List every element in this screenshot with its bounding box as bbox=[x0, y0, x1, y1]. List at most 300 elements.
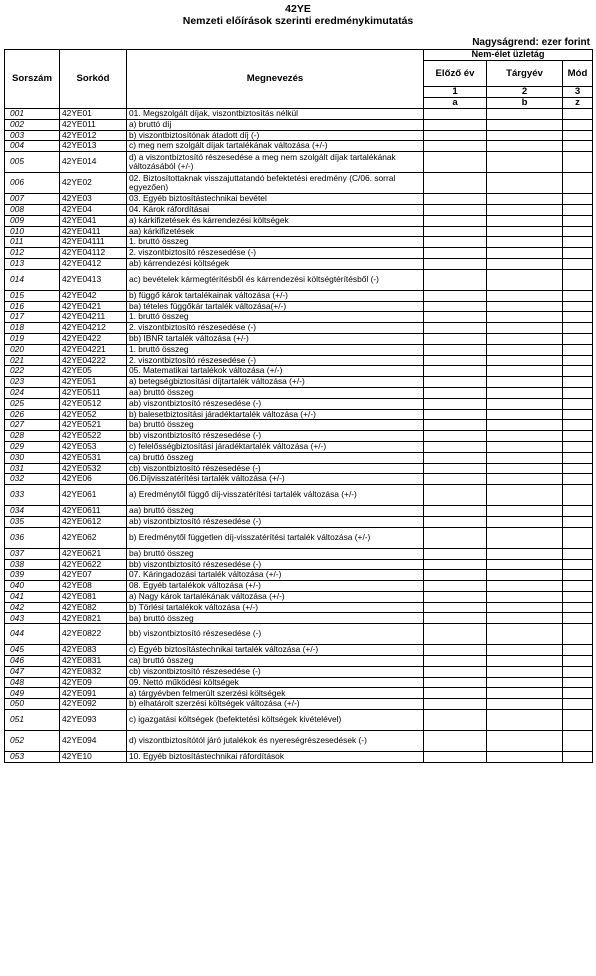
row-value-mod[interactable] bbox=[563, 119, 593, 130]
row-value-mod[interactable] bbox=[563, 333, 593, 344]
row-value-curr[interactable] bbox=[487, 570, 563, 581]
row-value-curr[interactable] bbox=[487, 474, 563, 485]
col-number-1: 1 bbox=[424, 87, 487, 98]
row-value-curr[interactable] bbox=[487, 506, 563, 517]
row-value-curr[interactable] bbox=[487, 119, 563, 130]
row-value-mod[interactable] bbox=[563, 215, 593, 226]
table-row bbox=[5, 130, 593, 141]
row-value-curr[interactable] bbox=[487, 173, 563, 194]
row-sorkod: 42YE092 bbox=[60, 699, 127, 710]
row-megnevezes: 2. viszontbiztosító részesedése (-) bbox=[127, 355, 424, 366]
table-row bbox=[5, 355, 593, 366]
row-megnevezes: a) Nagy károk tartalékának változása (+/-) bbox=[127, 591, 424, 602]
table-row bbox=[5, 581, 593, 592]
row-value-mod[interactable] bbox=[563, 516, 593, 527]
table-row bbox=[5, 290, 593, 301]
row-megnevezes: 04. Károk ráfordításai bbox=[127, 204, 424, 215]
row-megnevezes: d) viszontbiztosítótól járó jutalékok és nyereségrészesedések (-) bbox=[127, 731, 424, 752]
row-value-prev[interactable] bbox=[424, 656, 487, 667]
table-row bbox=[5, 258, 593, 269]
table-row bbox=[5, 559, 593, 570]
row-value-curr[interactable] bbox=[487, 409, 563, 420]
row-megnevezes: a) betegségbiztosítási díjtartalék változása (+/-) bbox=[127, 377, 424, 388]
table-row bbox=[5, 431, 593, 442]
row-value-prev[interactable] bbox=[424, 409, 487, 420]
row-sorkod: 42YE094 bbox=[60, 731, 127, 752]
row-value-curr[interactable] bbox=[487, 731, 563, 752]
row-value-prev[interactable] bbox=[424, 312, 487, 323]
row-megnevezes: bb) viszontbiztosító részesedése (-) bbox=[127, 559, 424, 570]
row-value-mod[interactable] bbox=[563, 409, 593, 420]
row-sorszam: 053 bbox=[5, 752, 60, 763]
row-value-curr[interactable] bbox=[487, 333, 563, 344]
row-value-prev[interactable] bbox=[424, 613, 487, 624]
row-value-curr[interactable] bbox=[487, 656, 563, 667]
row-sorkod: 42YE014 bbox=[60, 152, 127, 173]
row-value-curr[interactable] bbox=[487, 355, 563, 366]
table-row bbox=[5, 215, 593, 226]
row-value-curr[interactable] bbox=[487, 387, 563, 398]
row-sorkod: 42YE0622 bbox=[60, 559, 127, 570]
table-row bbox=[5, 485, 593, 506]
row-value-mod[interactable] bbox=[563, 258, 593, 269]
row-sorszam: 016 bbox=[5, 301, 60, 312]
table-row bbox=[5, 194, 593, 205]
row-value-curr[interactable] bbox=[487, 677, 563, 688]
row-sorszam: 008 bbox=[5, 204, 60, 215]
row-sorkod: 42YE011 bbox=[60, 119, 127, 130]
table-row bbox=[5, 312, 593, 323]
row-value-prev[interactable] bbox=[424, 559, 487, 570]
row-value-curr[interactable] bbox=[487, 152, 563, 173]
row-sorkod: 42YE081 bbox=[60, 591, 127, 602]
row-megnevezes: bb) viszontbiztosító részesedése (-) bbox=[127, 624, 424, 645]
row-value-curr[interactable] bbox=[487, 591, 563, 602]
row-value-prev[interactable] bbox=[424, 119, 487, 130]
table-row bbox=[5, 699, 593, 710]
col-header-megnevezes: Megnevezés bbox=[127, 50, 424, 109]
row-value-mod[interactable] bbox=[563, 204, 593, 215]
row-value-prev[interactable] bbox=[424, 141, 487, 152]
row-megnevezes: b) elhatárolt szerzési költségek változása (+/-) bbox=[127, 699, 424, 710]
row-sorszam: 038 bbox=[5, 559, 60, 570]
row-megnevezes: c) Egyéb biztosítástechnikai tartalék változása (+/-) bbox=[127, 645, 424, 656]
row-megnevezes: b) függő károk tartalékainak változása (+/-) bbox=[127, 290, 424, 301]
row-sorszam: 032 bbox=[5, 474, 60, 485]
row-sorkod: 42YE0611 bbox=[60, 506, 127, 517]
row-value-curr[interactable] bbox=[487, 215, 563, 226]
row-sorszam: 024 bbox=[5, 387, 60, 398]
table-row bbox=[5, 688, 593, 699]
row-sorkod: 42YE07 bbox=[60, 570, 127, 581]
table-row bbox=[5, 226, 593, 237]
row-value-mod[interactable] bbox=[563, 463, 593, 474]
row-value-curr[interactable] bbox=[487, 441, 563, 452]
row-value-mod[interactable] bbox=[563, 173, 593, 194]
row-sorszam: 011 bbox=[5, 237, 60, 248]
row-value-mod[interactable] bbox=[563, 666, 593, 677]
row-sorszam: 039 bbox=[5, 570, 60, 581]
row-value-curr[interactable] bbox=[487, 624, 563, 645]
row-sorszam: 043 bbox=[5, 613, 60, 624]
row-value-prev[interactable] bbox=[424, 581, 487, 592]
row-value-prev[interactable] bbox=[424, 387, 487, 398]
row-sorkod: 42YE04212 bbox=[60, 323, 127, 334]
row-value-prev[interactable] bbox=[424, 258, 487, 269]
row-value-curr[interactable] bbox=[487, 204, 563, 215]
row-value-mod[interactable] bbox=[563, 387, 593, 398]
row-value-curr[interactable] bbox=[487, 312, 563, 323]
row-megnevezes: 03. Egyéb biztosítástechnikai bevétel bbox=[127, 194, 424, 205]
table-row bbox=[5, 344, 593, 355]
row-value-prev[interactable] bbox=[424, 237, 487, 248]
row-value-curr[interactable] bbox=[487, 344, 563, 355]
row-value-mod[interactable] bbox=[563, 398, 593, 409]
row-value-prev[interactable] bbox=[424, 301, 487, 312]
table-row bbox=[5, 173, 593, 194]
row-sorkod: 42YE09 bbox=[60, 677, 127, 688]
row-value-mod[interactable] bbox=[563, 452, 593, 463]
row-value-mod[interactable] bbox=[563, 485, 593, 506]
table-row bbox=[5, 333, 593, 344]
row-value-prev[interactable] bbox=[424, 677, 487, 688]
row-value-prev[interactable] bbox=[424, 441, 487, 452]
row-sorszam: 028 bbox=[5, 431, 60, 442]
row-value-mod[interactable] bbox=[563, 323, 593, 334]
row-megnevezes: cb) viszontbiztosító részesedése (-) bbox=[127, 463, 424, 474]
row-value-prev[interactable] bbox=[424, 215, 487, 226]
row-value-mod[interactable] bbox=[563, 656, 593, 667]
row-value-mod[interactable] bbox=[563, 248, 593, 259]
row-sorkod: 42YE01 bbox=[60, 109, 127, 120]
row-value-mod[interactable] bbox=[563, 377, 593, 388]
row-value-curr[interactable] bbox=[487, 431, 563, 442]
row-sorkod: 42YE0411 bbox=[60, 226, 127, 237]
row-value-prev[interactable] bbox=[424, 226, 487, 237]
row-value-curr[interactable] bbox=[487, 516, 563, 527]
row-value-mod[interactable] bbox=[563, 570, 593, 581]
row-megnevezes: b) Törlési tartalékok változása (+/-) bbox=[127, 602, 424, 613]
row-megnevezes: 06.Díjvisszatérítési tartalék változása (+/-) bbox=[127, 474, 424, 485]
row-value-curr[interactable] bbox=[487, 258, 563, 269]
row-sorkod: 42YE0821 bbox=[60, 613, 127, 624]
row-value-mod[interactable] bbox=[563, 312, 593, 323]
row-value-curr[interactable] bbox=[487, 323, 563, 334]
row-value-prev[interactable] bbox=[424, 752, 487, 763]
row-value-prev[interactable] bbox=[424, 548, 487, 559]
row-sorkod: 42YE0511 bbox=[60, 387, 127, 398]
row-value-curr[interactable] bbox=[487, 377, 563, 388]
table-row bbox=[5, 516, 593, 527]
row-megnevezes: 09. Nettó működési költségek bbox=[127, 677, 424, 688]
row-value-prev[interactable] bbox=[424, 452, 487, 463]
row-value-curr[interactable] bbox=[487, 130, 563, 141]
row-value-prev[interactable] bbox=[424, 420, 487, 431]
row-sorkod: 42YE10 bbox=[60, 752, 127, 763]
row-value-mod[interactable] bbox=[563, 506, 593, 517]
row-sorkod: 42YE093 bbox=[60, 710, 127, 731]
row-value-curr[interactable] bbox=[487, 463, 563, 474]
row-value-curr[interactable] bbox=[487, 194, 563, 205]
row-value-mod[interactable] bbox=[563, 344, 593, 355]
col-header-sorszam: Sorszám bbox=[5, 50, 60, 109]
row-sorkod: 42YE0831 bbox=[60, 656, 127, 667]
row-value-curr[interactable] bbox=[487, 485, 563, 506]
table-row bbox=[5, 548, 593, 559]
row-value-mod[interactable] bbox=[563, 420, 593, 431]
table-row bbox=[5, 677, 593, 688]
table-row bbox=[5, 109, 593, 120]
row-value-mod[interactable] bbox=[563, 431, 593, 442]
table-row bbox=[5, 656, 593, 667]
row-value-prev[interactable] bbox=[424, 731, 487, 752]
table-row bbox=[5, 463, 593, 474]
row-sorszam: 033 bbox=[5, 485, 60, 506]
row-value-curr[interactable] bbox=[487, 699, 563, 710]
col-header-mod: Mód bbox=[563, 61, 593, 87]
table-row bbox=[5, 752, 593, 763]
row-value-curr[interactable] bbox=[487, 688, 563, 699]
row-value-mod[interactable] bbox=[563, 559, 593, 570]
table-row bbox=[5, 366, 593, 377]
row-value-prev[interactable] bbox=[424, 204, 487, 215]
row-megnevezes: a) bruttó díj bbox=[127, 119, 424, 130]
row-sorkod: 42YE041 bbox=[60, 215, 127, 226]
table-row bbox=[5, 237, 593, 248]
row-sorszam: 005 bbox=[5, 152, 60, 173]
row-sorkod: 42YE082 bbox=[60, 602, 127, 613]
table-row bbox=[5, 666, 593, 677]
row-value-curr[interactable] bbox=[487, 290, 563, 301]
row-value-prev[interactable] bbox=[424, 355, 487, 366]
row-megnevezes: ba) bruttó összeg bbox=[127, 420, 424, 431]
row-value-mod[interactable] bbox=[563, 130, 593, 141]
row-value-curr[interactable] bbox=[487, 710, 563, 731]
row-value-curr[interactable] bbox=[487, 559, 563, 570]
row-value-prev[interactable] bbox=[424, 602, 487, 613]
row-sorszam: 020 bbox=[5, 344, 60, 355]
row-value-mod[interactable] bbox=[563, 527, 593, 548]
row-megnevezes: 10. Egyéb biztosítástechnikai ráfordítások bbox=[127, 752, 424, 763]
row-sorkod: 42YE0521 bbox=[60, 420, 127, 431]
row-value-mod[interactable] bbox=[563, 152, 593, 173]
row-value-mod[interactable] bbox=[563, 269, 593, 290]
row-value-prev[interactable] bbox=[424, 248, 487, 259]
row-value-prev[interactable] bbox=[424, 269, 487, 290]
row-value-mod[interactable] bbox=[563, 731, 593, 752]
row-sorkod: 42YE04 bbox=[60, 204, 127, 215]
row-sorszam: 010 bbox=[5, 226, 60, 237]
row-value-mod[interactable] bbox=[563, 141, 593, 152]
row-value-curr[interactable] bbox=[487, 527, 563, 548]
row-megnevezes: 05. Matematikai tartalékok változása (+/-) bbox=[127, 366, 424, 377]
row-megnevezes: 1. bruttó összeg bbox=[127, 237, 424, 248]
row-sorszam: 051 bbox=[5, 710, 60, 731]
col-letter-a: a bbox=[424, 98, 487, 109]
row-megnevezes: 2. viszontbiztosító részesedése (-) bbox=[127, 248, 424, 259]
row-value-prev[interactable] bbox=[424, 431, 487, 442]
row-value-mod[interactable] bbox=[563, 602, 593, 613]
table-row bbox=[5, 570, 593, 581]
row-value-mod[interactable] bbox=[563, 301, 593, 312]
row-value-mod[interactable] bbox=[563, 624, 593, 645]
row-value-prev[interactable] bbox=[424, 666, 487, 677]
row-value-prev[interactable] bbox=[424, 323, 487, 334]
row-value-curr[interactable] bbox=[487, 613, 563, 624]
row-value-prev[interactable] bbox=[424, 699, 487, 710]
row-value-mod[interactable] bbox=[563, 109, 593, 120]
row-sorkod: 42YE03 bbox=[60, 194, 127, 205]
row-megnevezes: 1. bruttó összeg bbox=[127, 312, 424, 323]
row-value-curr[interactable] bbox=[487, 366, 563, 377]
row-value-mod[interactable] bbox=[563, 710, 593, 731]
row-value-prev[interactable] bbox=[424, 624, 487, 645]
row-value-prev[interactable] bbox=[424, 377, 487, 388]
row-megnevezes: a) kárkifizetések és kárrendezési költségek bbox=[127, 215, 424, 226]
row-value-mod[interactable] bbox=[563, 366, 593, 377]
row-sorszam: 004 bbox=[5, 141, 60, 152]
row-value-curr[interactable] bbox=[487, 109, 563, 120]
row-megnevezes: aa) kárkifizetések bbox=[127, 226, 424, 237]
table-row bbox=[5, 602, 593, 613]
row-value-prev[interactable] bbox=[424, 506, 487, 517]
row-value-prev[interactable] bbox=[424, 366, 487, 377]
row-value-mod[interactable] bbox=[563, 194, 593, 205]
row-sorkod: 42YE05 bbox=[60, 366, 127, 377]
row-value-mod[interactable] bbox=[563, 645, 593, 656]
row-sorszam: 029 bbox=[5, 441, 60, 452]
row-value-mod[interactable] bbox=[563, 441, 593, 452]
row-value-curr[interactable] bbox=[487, 248, 563, 259]
row-sorkod: 42YE0413 bbox=[60, 269, 127, 290]
income-statement-table bbox=[4, 49, 593, 763]
row-value-prev[interactable] bbox=[424, 591, 487, 602]
table-row bbox=[5, 441, 593, 452]
row-sorszam: 031 bbox=[5, 463, 60, 474]
row-value-curr[interactable] bbox=[487, 666, 563, 677]
row-value-prev[interactable] bbox=[424, 173, 487, 194]
row-value-prev[interactable] bbox=[424, 516, 487, 527]
row-value-curr[interactable] bbox=[487, 269, 563, 290]
row-value-mod[interactable] bbox=[563, 290, 593, 301]
col-header-curr: Tárgyév bbox=[487, 61, 563, 87]
row-megnevezes: aa) bruttó összeg bbox=[127, 387, 424, 398]
row-value-prev[interactable] bbox=[424, 645, 487, 656]
row-value-mod[interactable] bbox=[563, 474, 593, 485]
row-value-prev[interactable] bbox=[424, 688, 487, 699]
row-value-prev[interactable] bbox=[424, 194, 487, 205]
row-value-mod[interactable] bbox=[563, 699, 593, 710]
row-sorkod: 42YE053 bbox=[60, 441, 127, 452]
row-value-mod[interactable] bbox=[563, 581, 593, 592]
row-value-mod[interactable] bbox=[563, 688, 593, 699]
row-value-curr[interactable] bbox=[487, 752, 563, 763]
col-letter-b: b bbox=[487, 98, 563, 109]
table-row bbox=[5, 591, 593, 602]
row-value-mod[interactable] bbox=[563, 591, 593, 602]
row-value-prev[interactable] bbox=[424, 290, 487, 301]
row-sorkod: 42YE02 bbox=[60, 173, 127, 194]
row-value-prev[interactable] bbox=[424, 109, 487, 120]
row-value-curr[interactable] bbox=[487, 602, 563, 613]
row-value-curr[interactable] bbox=[487, 581, 563, 592]
row-sorszam: 046 bbox=[5, 656, 60, 667]
row-value-curr[interactable] bbox=[487, 398, 563, 409]
row-megnevezes: 02. Biztosítottaknak visszajuttatandó befektetési eredmény (C/06. sorral egyezően) bbox=[127, 173, 424, 194]
row-sorkod: 42YE04221 bbox=[60, 344, 127, 355]
table-row bbox=[5, 420, 593, 431]
row-megnevezes: bb) IBNR tartalék változása (+/-) bbox=[127, 333, 424, 344]
row-sorszam: 013 bbox=[5, 258, 60, 269]
col-header-prev: Előző év bbox=[424, 61, 487, 87]
row-value-curr[interactable] bbox=[487, 420, 563, 431]
row-value-mod[interactable] bbox=[563, 752, 593, 763]
row-value-prev[interactable] bbox=[424, 485, 487, 506]
row-sorkod: 42YE0612 bbox=[60, 516, 127, 527]
row-value-prev[interactable] bbox=[424, 570, 487, 581]
row-value-prev[interactable] bbox=[424, 527, 487, 548]
row-sorszam: 009 bbox=[5, 215, 60, 226]
row-sorkod: 42YE04222 bbox=[60, 355, 127, 366]
row-value-prev[interactable] bbox=[424, 333, 487, 344]
table-row bbox=[5, 409, 593, 420]
table-row bbox=[5, 269, 593, 290]
table-row bbox=[5, 398, 593, 409]
row-value-mod[interactable] bbox=[563, 677, 593, 688]
row-value-prev[interactable] bbox=[424, 474, 487, 485]
row-value-mod[interactable] bbox=[563, 237, 593, 248]
row-sorszam: 007 bbox=[5, 194, 60, 205]
row-sorkod: 42YE04112 bbox=[60, 248, 127, 259]
row-value-mod[interactable] bbox=[563, 226, 593, 237]
row-value-curr[interactable] bbox=[487, 226, 563, 237]
row-megnevezes: ab) kárrendezési költségek bbox=[127, 258, 424, 269]
row-value-curr[interactable] bbox=[487, 548, 563, 559]
row-sorkod: 42YE0832 bbox=[60, 666, 127, 677]
unit-label: Nagyságrend: ezer forint bbox=[472, 37, 590, 48]
row-sorszam: 012 bbox=[5, 248, 60, 259]
row-value-curr[interactable] bbox=[487, 237, 563, 248]
row-value-curr[interactable] bbox=[487, 141, 563, 152]
row-sorkod: 42YE091 bbox=[60, 688, 127, 699]
row-value-prev[interactable] bbox=[424, 130, 487, 141]
row-sorszam: 006 bbox=[5, 173, 60, 194]
row-megnevezes: 1. bruttó összeg bbox=[127, 344, 424, 355]
row-value-mod[interactable] bbox=[563, 548, 593, 559]
row-sorszam: 050 bbox=[5, 699, 60, 710]
row-value-prev[interactable] bbox=[424, 344, 487, 355]
row-value-curr[interactable] bbox=[487, 301, 563, 312]
table-row bbox=[5, 710, 593, 731]
row-value-mod[interactable] bbox=[563, 613, 593, 624]
row-sorszam: 049 bbox=[5, 688, 60, 699]
row-sorszam: 014 bbox=[5, 269, 60, 290]
row-value-curr[interactable] bbox=[487, 645, 563, 656]
row-value-mod[interactable] bbox=[563, 355, 593, 366]
row-value-curr[interactable] bbox=[487, 452, 563, 463]
row-sorszam: 019 bbox=[5, 333, 60, 344]
row-value-prev[interactable] bbox=[424, 710, 487, 731]
row-value-prev[interactable] bbox=[424, 463, 487, 474]
row-value-prev[interactable] bbox=[424, 152, 487, 173]
row-megnevezes: c) igazgatási költségek (befektetési költségek kivételével) bbox=[127, 710, 424, 731]
row-sorszam: 027 bbox=[5, 420, 60, 431]
row-megnevezes: d) a viszontbiztosító részesedése a meg nem szolgált díjak tartalékának változásából (+/-) bbox=[127, 152, 424, 173]
row-megnevezes: ca) bruttó összeg bbox=[127, 656, 424, 667]
table-row bbox=[5, 301, 593, 312]
row-sorkod: 42YE012 bbox=[60, 130, 127, 141]
row-value-prev[interactable] bbox=[424, 398, 487, 409]
